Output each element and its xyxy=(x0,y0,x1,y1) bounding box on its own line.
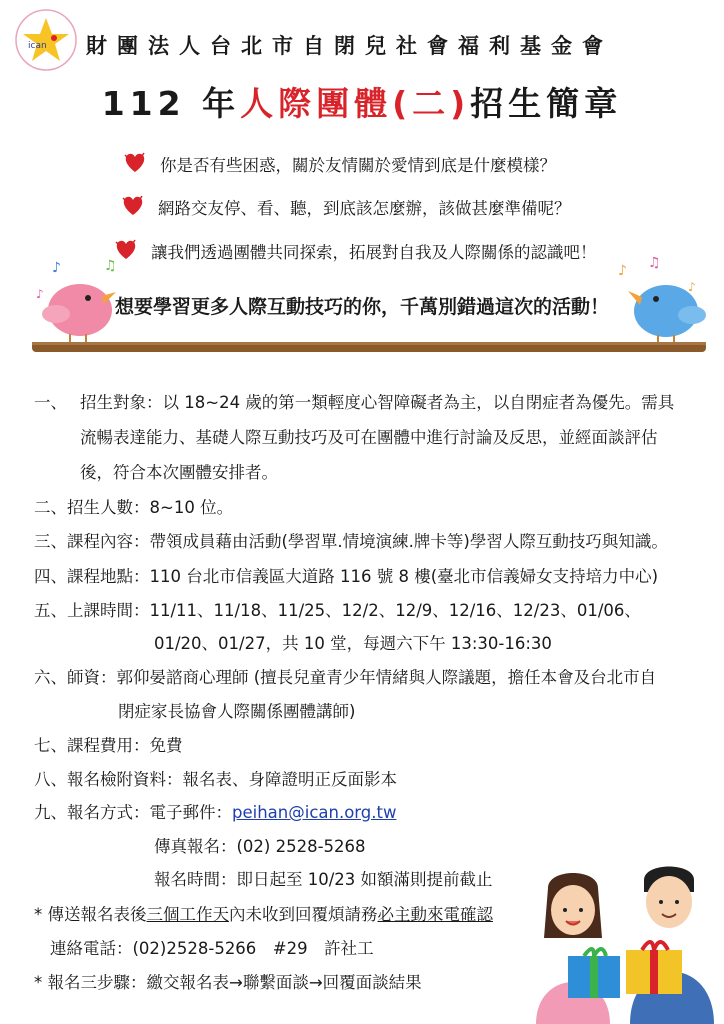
intro-line-3 xyxy=(151,239,597,263)
music-note-icon: ♪ xyxy=(36,287,44,301)
intro-line-text: 讓我們透過團體共同探索，拓展對自我及人際關係的認識吧！ xyxy=(151,243,597,262)
organization-name: 財團法人台北市自閉兒社會福利基金會 xyxy=(86,34,613,58)
section-4: 四、課程地點：110 台北市信義區大道路 116 號 8 樓(臺北市信義婦女支持培力中心) xyxy=(34,567,659,586)
section-5-line-2: 01/20、01/27，共 10 堂，每週六下午 13:30-16:30 xyxy=(154,634,552,653)
heart-icon xyxy=(122,149,148,175)
section-9-time: 報名時間：即日起至 10/23 如額滿則提前截止 xyxy=(154,870,493,889)
note-2: * 報名三步驟：繳交報名表→聯繫面談→回覆面談結果 xyxy=(34,973,422,992)
section-3: 三、課程內容：帶領成員藉由活動(學習單.情境演練.牌卡等)學習人際互動技巧與知識。 xyxy=(34,532,668,551)
title-highlight: 人際團體(二) xyxy=(240,84,471,123)
section-1-number: 一、 xyxy=(34,393,67,412)
intro-line-text: 你是否有些困惑，關於友情關於愛情到底是什麼模樣？ xyxy=(160,156,556,175)
note-1-contact: 連絡電話：(02)2528-5266 #29 許社工 xyxy=(50,939,374,958)
logo-text: ican xyxy=(28,41,47,51)
section-8: 八、報名檢附資料：報名表、身障證明正反面影本 xyxy=(34,770,397,789)
music-note-icon: ♪ xyxy=(688,280,696,294)
intro-line-2 xyxy=(158,195,571,219)
section-9-fax: 傳真報名：(02) 2528-5268 xyxy=(154,837,366,856)
page-title xyxy=(0,78,724,125)
section-6-line-1: 六、師資：郭仰晏諮商心理師 (擅長兒童青少年情緒與人際議題，擔任本會及台北市自 xyxy=(34,668,657,687)
heart-icon xyxy=(120,192,146,218)
note-1 xyxy=(34,901,493,925)
section-1-line-1: 招生對象：以 18~24 歲的第一類輕度心智障礙者為主，以自閉症者為優先。需具 xyxy=(80,393,675,412)
section-6-line-2: 閉症家長協會人際關係團體講師) xyxy=(118,702,356,721)
music-note-icon: ♫ xyxy=(104,258,117,274)
intro-line-text: 網路交友停、看、聽，到底該怎麼辦，該做甚麼準備呢？ xyxy=(158,199,571,218)
slogan: 想要學習更多人際互動技巧的你，千萬別錯過這次的活動！ xyxy=(115,296,610,318)
section-9-line-1 xyxy=(34,799,396,823)
section-1-line-3: 後，符合本次團體安排者。 xyxy=(80,463,278,482)
title-prefix: 112 年 xyxy=(101,84,241,123)
section-5-line-1: 五、上課時間：11/11、11/18、11/25、12/2、12/9、12/16、12/23、01/06、 xyxy=(34,601,641,620)
gift-exchange-illustration xyxy=(518,858,724,1024)
note-1-part-c: 內未收到回覆煩請務 xyxy=(229,905,378,924)
section-7: 七、課程費用：免費 xyxy=(34,736,183,755)
blue-bird-illustration xyxy=(608,255,718,347)
note-1-part-d: 必主動來電確認 xyxy=(377,905,493,924)
note-1-part-b: 三個工作天 xyxy=(146,905,229,924)
music-note-icon: ♫ xyxy=(648,255,661,271)
note-1-part-a: * 傳送報名表後 xyxy=(34,905,147,924)
branch-divider xyxy=(32,339,706,354)
intro-line-1 xyxy=(160,152,556,176)
title-suffix: 招生簡章 xyxy=(470,84,623,123)
section-9-prefix: 九、報名方式：電子郵件： xyxy=(34,803,232,822)
section-2: 二、招生人數：8~10 位。 xyxy=(34,498,234,517)
ican-logo xyxy=(14,8,78,72)
email-link[interactable]: peihan@ican.org.tw xyxy=(232,803,397,822)
section-1-line-2: 流暢表達能力、基礎人際互動技巧及可在團體中進行討論及反思，並經面談評估 xyxy=(80,428,658,447)
music-note-icon: ♪ xyxy=(52,260,61,276)
music-note-icon: ♪ xyxy=(618,263,627,279)
